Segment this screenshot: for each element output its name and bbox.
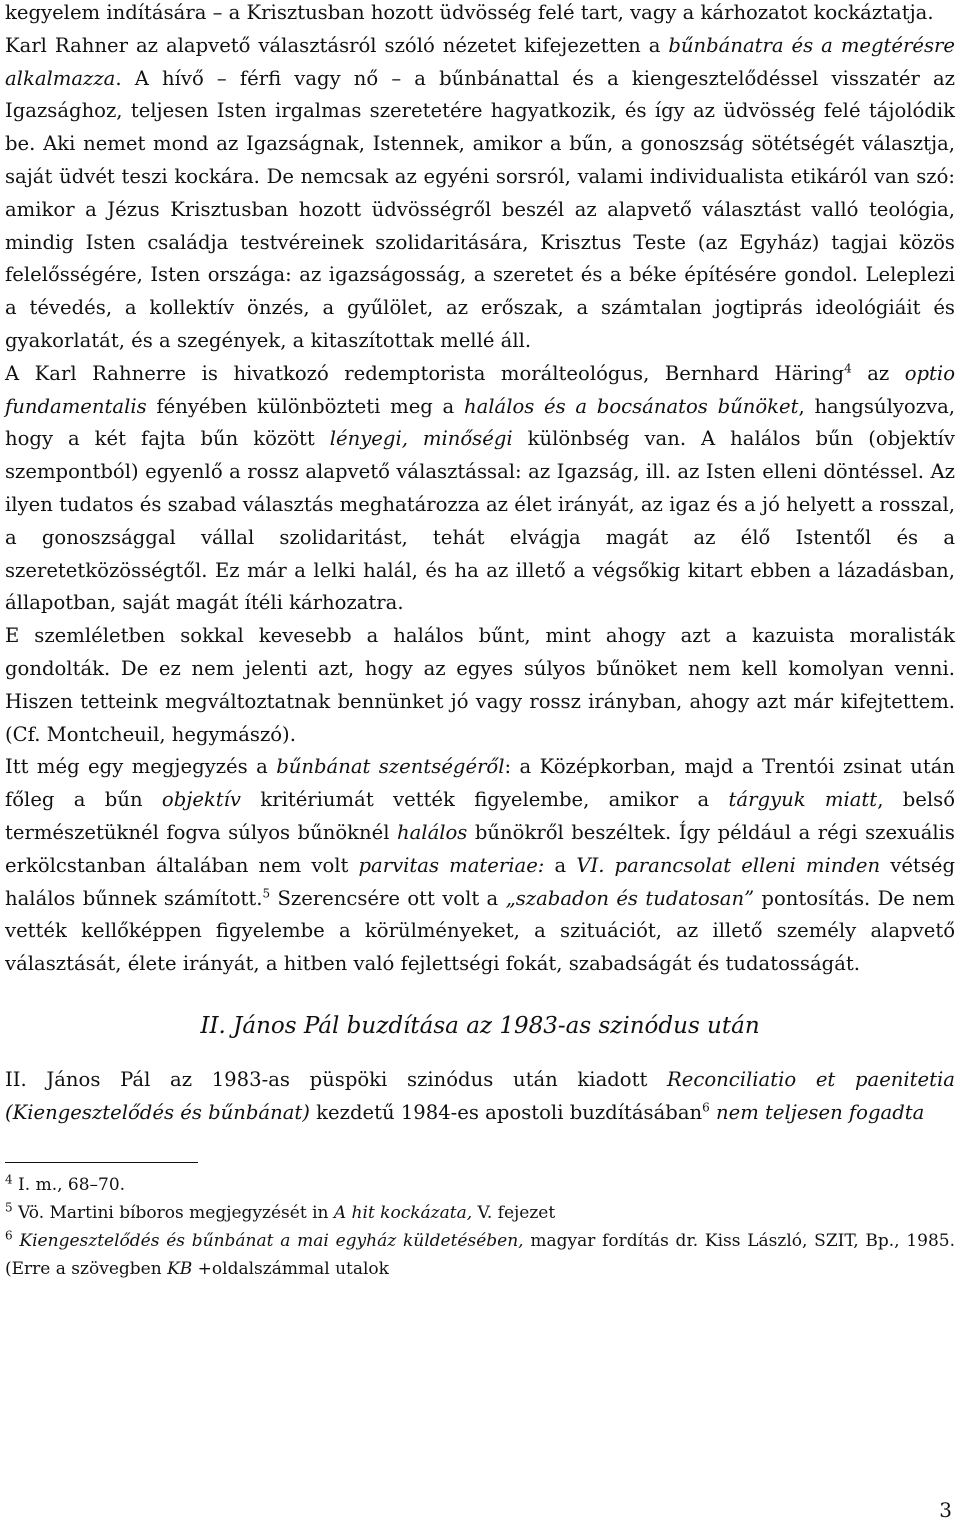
text-run: Vö. Martini bíboros megjegyzését in <box>12 1202 334 1223</box>
text-run: kezdetű 1984-es apostoli buzdításában <box>309 1100 703 1124</box>
text-run: I. m., 68–70. <box>12 1174 126 1195</box>
text-run: Szerencsére ott volt a <box>270 886 506 910</box>
italic-text: A hit kockázata, <box>333 1202 473 1223</box>
paragraph-4 <box>5 620 955 751</box>
text-run: vétség halálos bűnnek számított. <box>5 853 955 910</box>
italic-text: parvitas materiae: <box>358 853 545 877</box>
footnote-5 <box>5 1199 955 1227</box>
italic-text: tárgyuk miatt <box>728 788 878 812</box>
footnote-6 <box>5 1227 955 1283</box>
text-run: +oldalszámmal utalok <box>192 1258 389 1279</box>
footnotes <box>5 1171 955 1283</box>
text-run: II. János Pál az 1983-as püspöki szinódus után kiadott <box>5 1067 668 1091</box>
body-text <box>5 0 955 981</box>
italic-text: nem teljesen fogadta <box>716 1100 925 1124</box>
italic-text: VI. parancsolat elleni minden <box>576 853 881 877</box>
text-run: pontosítás. De nem vették kellőképpen figyelembe a körülményeket, a szituációt, az illető személy alapvető választását, élete irányát, a hitben való fejlettségi fokát, szabadságát és tudatosságát. <box>5 886 956 976</box>
text-run: az <box>851 361 905 385</box>
footnote-separator <box>5 1162 198 1163</box>
text-run: Itt még egy megjegyzés a <box>5 755 277 779</box>
text-run: E szemléletben sokkal kevesebb a halálos bűnt, mint ahogy azt a kazuista moralisták gondolták. De ez nem jelenti azt, hogy az egyes súlyos bűnöket nem kell komolyan venni. Hiszen tetteink megváltoztatnak bennünket jó vagy rossz irányban, ahogy azt már kifejtettem. (Cf. Montcheuil, hegymászó). <box>5 624 955 746</box>
section-heading: II. János Pál buzdítása az 1983-as szinódus után <box>200 1012 760 1039</box>
page-number: 3 <box>939 1498 952 1522</box>
italic-text: „szabadon és tudatosan” <box>505 886 755 910</box>
paragraph-5 <box>5 751 955 981</box>
text-run: A Karl Rahnerre is hivatkozó redemptorista morálteológus, Bernhard Häring <box>5 361 845 385</box>
footnote-marker: 4 <box>844 361 852 376</box>
italic-text: Kiengesztelődés és bűnbánat a mai egyház küldetésében, <box>19 1230 524 1251</box>
footnote-marker: 6 <box>5 1227 13 1242</box>
footnote-marker: 6 <box>702 1100 710 1115</box>
footnote-4 <box>5 1171 955 1199</box>
text-run: fényében különbözteti meg a <box>146 394 464 418</box>
italic-text: optio fundamentalis <box>5 361 955 418</box>
italic-text: bűnbánat szentségéről <box>276 755 505 779</box>
body-text-continued <box>5 1064 955 1130</box>
italic-text: objektív <box>161 788 241 812</box>
footnote-marker: 4 <box>5 1171 13 1186</box>
footnote-marker: 5 <box>5 1199 13 1214</box>
text-run: kegyelem indítására – a Krisztusban hozott üdvösség felé tart, vagy a kárhozatot kockáztatja. <box>5 1 934 24</box>
text-run: : a Középkorban, majd a Trentói zsinat után főleg a bűn <box>5 755 955 812</box>
text-run: a <box>544 853 577 877</box>
text-run: V. fejezet <box>472 1202 556 1223</box>
italic-text: halálos <box>397 820 468 844</box>
italic-text: Reconciliatio et paenitetia (Kiengesztelődés és bűnbánat) <box>5 1067 955 1124</box>
text-run: bűnökről beszéltek. Így például a régi szexuális erkölcstanban általában nem volt <box>5 820 955 877</box>
footnote-marker: 5 <box>262 885 271 900</box>
text-run: , belső természetüknél fogva súlyos bűnöknél <box>5 788 955 844</box>
italic-text: KB <box>167 1258 193 1279</box>
text-run: magyar fordítás dr. Kiss László, SZIT, Bp., 1985. (Erre a szövegben <box>5 1230 955 1279</box>
paragraph-after-heading <box>5 1064 955 1130</box>
paragraph-2 <box>5 30 955 358</box>
paragraph-1 <box>5 0 955 30</box>
paragraph-3 <box>5 358 955 620</box>
text-run: Karl Rahner az alapvető választásról szóló nézetet kifejezetten a <box>5 33 669 57</box>
italic-text: bűnbánatra és a megtérésre alkalmazza <box>5 33 956 90</box>
text-run: különbség van. A halálos bűn (objektív szempontból) egyenlő a rossz alapvető választással: az Igazság, ill. az Isten elleni döntéssel. Az ilyen tudatos és szabad választás meghatározza az élet irányát, az igaz és a jó helyett a rosszal, a gonoszsággal vállal szolidaritást, tehát elvágja magát az élő Istentől és a szeretetközösségtől. Ez már a lelki halál, és ha az illető a végsőkig kitart ebben a lázadásban, állapotban, saját magát ítéli kárhozatra. <box>5 427 955 615</box>
italic-text: halálos és a bocsánatos bűnöket <box>463 394 799 418</box>
text-run: , hangsúlyozva, hogy a két fajta bűn között <box>5 394 956 451</box>
text-run: . A hívő – férfi vagy nő – a bűnbánattal és a kiengesztelődéssel visszatér az Igazsághoz, teljesen Isten irgalmas szeretetére hagyatkozik, és így az üdvösség felé tájolódik be. Aki nemet mond az Igazságnak, Istennek, amikor a bűn, a gonoszság sötétségét választja, saját üdvét teszi kockára. De nemcsak az egyéni sorsról, valami individualista etikáról van szó: amikor a Jézus Krisztusban hozott üdvösségről beszél az alapvető választást valló teológia, mindig Isten családja testvéreinek szolidaritására, Krisztus Teste (az Egyház) tagjai közös felelősségére, Isten országa: az igazságosság, a szeretet és a béke építésére gondol. Leleplezi a tévedés, a kollektív önzés, a gyűlölet, az erőszak, a számtalan jogtiprás ideológiáit és gyakorlatát, és a szegények, a kitaszítottak mellé áll. <box>5 66 955 352</box>
italic-text: lényegi, minőségi <box>329 427 513 451</box>
text-run: kritériumát vették figyelembe, amikor a <box>241 788 729 812</box>
